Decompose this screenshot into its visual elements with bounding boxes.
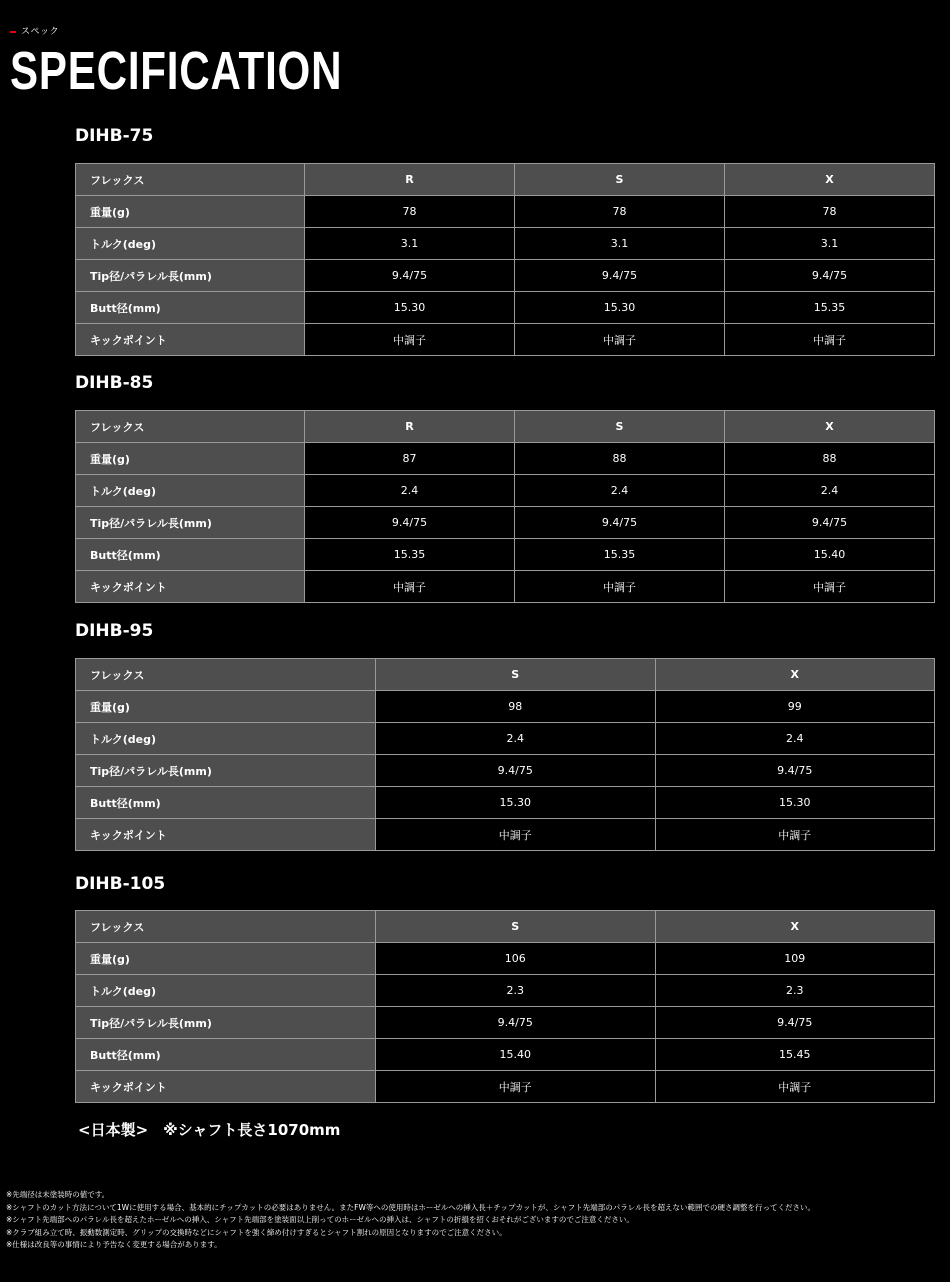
table-cell: 109 <box>655 943 935 975</box>
table-cell: S <box>376 659 656 691</box>
row-label: Tip径/パラレル長(mm) <box>76 260 305 292</box>
row-label: フレックス <box>76 164 305 196</box>
row-label: トルク(deg) <box>76 975 376 1007</box>
table-row <box>76 411 935 443</box>
table-cell: 99 <box>655 691 935 723</box>
table-cell: 2.4 <box>515 475 725 507</box>
table-row <box>76 443 935 475</box>
model-title-dihb-105: DIHB-105 <box>75 874 166 894</box>
table-cell: 15.30 <box>655 787 935 819</box>
row-label: フレックス <box>76 411 305 443</box>
row-label: Butt径(mm) <box>76 539 305 571</box>
table-row <box>76 507 935 539</box>
table-cell: 15.30 <box>305 292 515 324</box>
model-title-dihb-95: DIHB-95 <box>75 621 154 641</box>
table-cell: S <box>515 411 725 443</box>
row-label: トルク(deg) <box>76 723 376 755</box>
row-label: フレックス <box>76 911 376 943</box>
table-cell: 2.3 <box>655 975 935 1007</box>
table-row <box>76 292 935 324</box>
row-label: 重量(g) <box>76 943 376 975</box>
table-cell: 88 <box>725 443 935 475</box>
table-row <box>76 819 935 851</box>
table-cell: X <box>725 411 935 443</box>
table-cell: 9.4/75 <box>515 260 725 292</box>
table-cell: 15.40 <box>376 1039 656 1071</box>
table-cell: 15.45 <box>655 1039 935 1071</box>
row-label: キックポイント <box>76 571 305 603</box>
table-cell: 中調子 <box>655 819 935 851</box>
table-cell: 78 <box>725 196 935 228</box>
footnote: ※先端径は未塗装時の値です。 <box>6 1190 110 1199</box>
table-cell: 9.4/75 <box>305 260 515 292</box>
table-cell: X <box>725 164 935 196</box>
red-dash-icon <box>10 31 16 33</box>
table-row <box>76 755 935 787</box>
table-cell: 3.1 <box>515 228 725 260</box>
table-cell: 2.4 <box>725 475 935 507</box>
table-cell: 2.4 <box>305 475 515 507</box>
table-cell: 15.30 <box>515 292 725 324</box>
table-row <box>76 787 935 819</box>
table-row <box>76 260 935 292</box>
table-row <box>76 1071 935 1103</box>
table-row <box>76 324 935 356</box>
row-label: キックポイント <box>76 819 376 851</box>
eyebrow-label: スペック <box>21 27 60 37</box>
row-label: Tip径/パラレル長(mm) <box>76 1007 376 1039</box>
table-cell: S <box>515 164 725 196</box>
footnotes <box>6 1189 815 1252</box>
table-row <box>76 196 935 228</box>
table-cell: 中調子 <box>655 1071 935 1103</box>
table-cell: 中調子 <box>725 324 935 356</box>
table-row <box>76 911 935 943</box>
table-cell: 15.30 <box>376 787 656 819</box>
table-cell: 15.40 <box>725 539 935 571</box>
origin-note: <日本製> ※シャフト長さ1070mm <box>78 1121 341 1139</box>
row-label: 重量(g) <box>76 443 305 475</box>
footnote: ※シャフト先端部へのパラレル長を超えたホーゼルへの挿入、シャフト先端部を塗装面以上削ってのホーゼルへの挿入は、シャフトの折損を招くおそれがございますのでご注意ください。 <box>6 1215 634 1224</box>
table-cell: 98 <box>376 691 656 723</box>
spec-table-dihb-95 <box>75 658 935 851</box>
row-label: Tip径/パラレル長(mm) <box>76 755 376 787</box>
table-row <box>76 1007 935 1039</box>
table-cell: 中調子 <box>305 571 515 603</box>
row-label: Butt径(mm) <box>76 292 305 324</box>
table-cell: 15.35 <box>725 292 935 324</box>
row-label: 重量(g) <box>76 691 376 723</box>
table-cell: 78 <box>515 196 725 228</box>
table-row <box>76 475 935 507</box>
table-row <box>76 539 935 571</box>
table-cell: 中調子 <box>376 819 656 851</box>
table-row <box>76 571 935 603</box>
table-cell: S <box>376 911 656 943</box>
table-cell: 15.35 <box>305 539 515 571</box>
table-cell: 中調子 <box>515 571 725 603</box>
model-title-dihb-85: DIHB-85 <box>75 373 154 393</box>
table-cell: R <box>305 164 515 196</box>
table-cell: 中調子 <box>305 324 515 356</box>
row-label: キックポイント <box>76 1071 376 1103</box>
footnote: ※仕様は改良等の事情により予告なく変更する場合があります。 <box>6 1240 222 1249</box>
row-label: フレックス <box>76 659 376 691</box>
row-label: キックポイント <box>76 324 305 356</box>
table-cell: 15.35 <box>515 539 725 571</box>
table-row <box>76 943 935 975</box>
table-row <box>76 659 935 691</box>
table-cell: 2.4 <box>376 723 656 755</box>
row-label: トルク(deg) <box>76 475 305 507</box>
table-cell: 中調子 <box>376 1071 656 1103</box>
row-label: 重量(g) <box>76 196 305 228</box>
table-cell: 9.4/75 <box>305 507 515 539</box>
table-cell: 2.4 <box>655 723 935 755</box>
table-cell: 9.4/75 <box>725 260 935 292</box>
footnote: ※クラブ組み立て時、振動数測定時、グリップの交換時などにシャフトを強く締め付けすぎるとシャフト割れの原因となりますのでご注意ください。 <box>6 1227 507 1237</box>
table-cell: 中調子 <box>725 571 935 603</box>
table-cell: 9.4/75 <box>376 755 656 787</box>
table-cell: 9.4/75 <box>515 507 725 539</box>
table-row <box>76 723 935 755</box>
table-row <box>76 228 935 260</box>
table-cell: X <box>655 659 935 691</box>
table-cell: X <box>655 911 935 943</box>
spec-table-dihb-85 <box>75 410 935 603</box>
table-cell: 87 <box>305 443 515 475</box>
table-cell: 78 <box>305 196 515 228</box>
table-cell: 2.3 <box>376 975 656 1007</box>
table-cell: 中調子 <box>515 324 725 356</box>
table-cell: 9.4/75 <box>655 1007 935 1039</box>
row-label: Tip径/パラレル長(mm) <box>76 507 305 539</box>
table-cell: 106 <box>376 943 656 975</box>
page-title: SPECIFICATION <box>10 41 343 101</box>
row-label: トルク(deg) <box>76 228 305 260</box>
table-row <box>76 691 935 723</box>
spec-table-dihb-105 <box>75 910 935 1103</box>
model-title-dihb-75: DIHB-75 <box>75 126 154 146</box>
table-row <box>76 1039 935 1071</box>
table-cell: R <box>305 411 515 443</box>
spec-table-dihb-75 <box>75 163 935 356</box>
row-label: Butt径(mm) <box>76 787 376 819</box>
table-cell: 9.4/75 <box>376 1007 656 1039</box>
footnote: ※シャフトのカット方法について1Wに使用する場合、基本的にチップカットの必要はありません。またFW等への使用時はホーゼルへの挿入長＋チップカットが、シャフト先端部のパラレル長を超えない範囲での硬さ調整を行ってください。 <box>6 1202 816 1212</box>
table-cell: 9.4/75 <box>725 507 935 539</box>
table-row <box>76 975 935 1007</box>
section-eyebrow <box>10 24 59 37</box>
table-cell: 88 <box>515 443 725 475</box>
row-label: Butt径(mm) <box>76 1039 376 1071</box>
table-row <box>76 164 935 196</box>
table-cell: 9.4/75 <box>655 755 935 787</box>
table-cell: 3.1 <box>305 228 515 260</box>
table-cell: 3.1 <box>725 228 935 260</box>
